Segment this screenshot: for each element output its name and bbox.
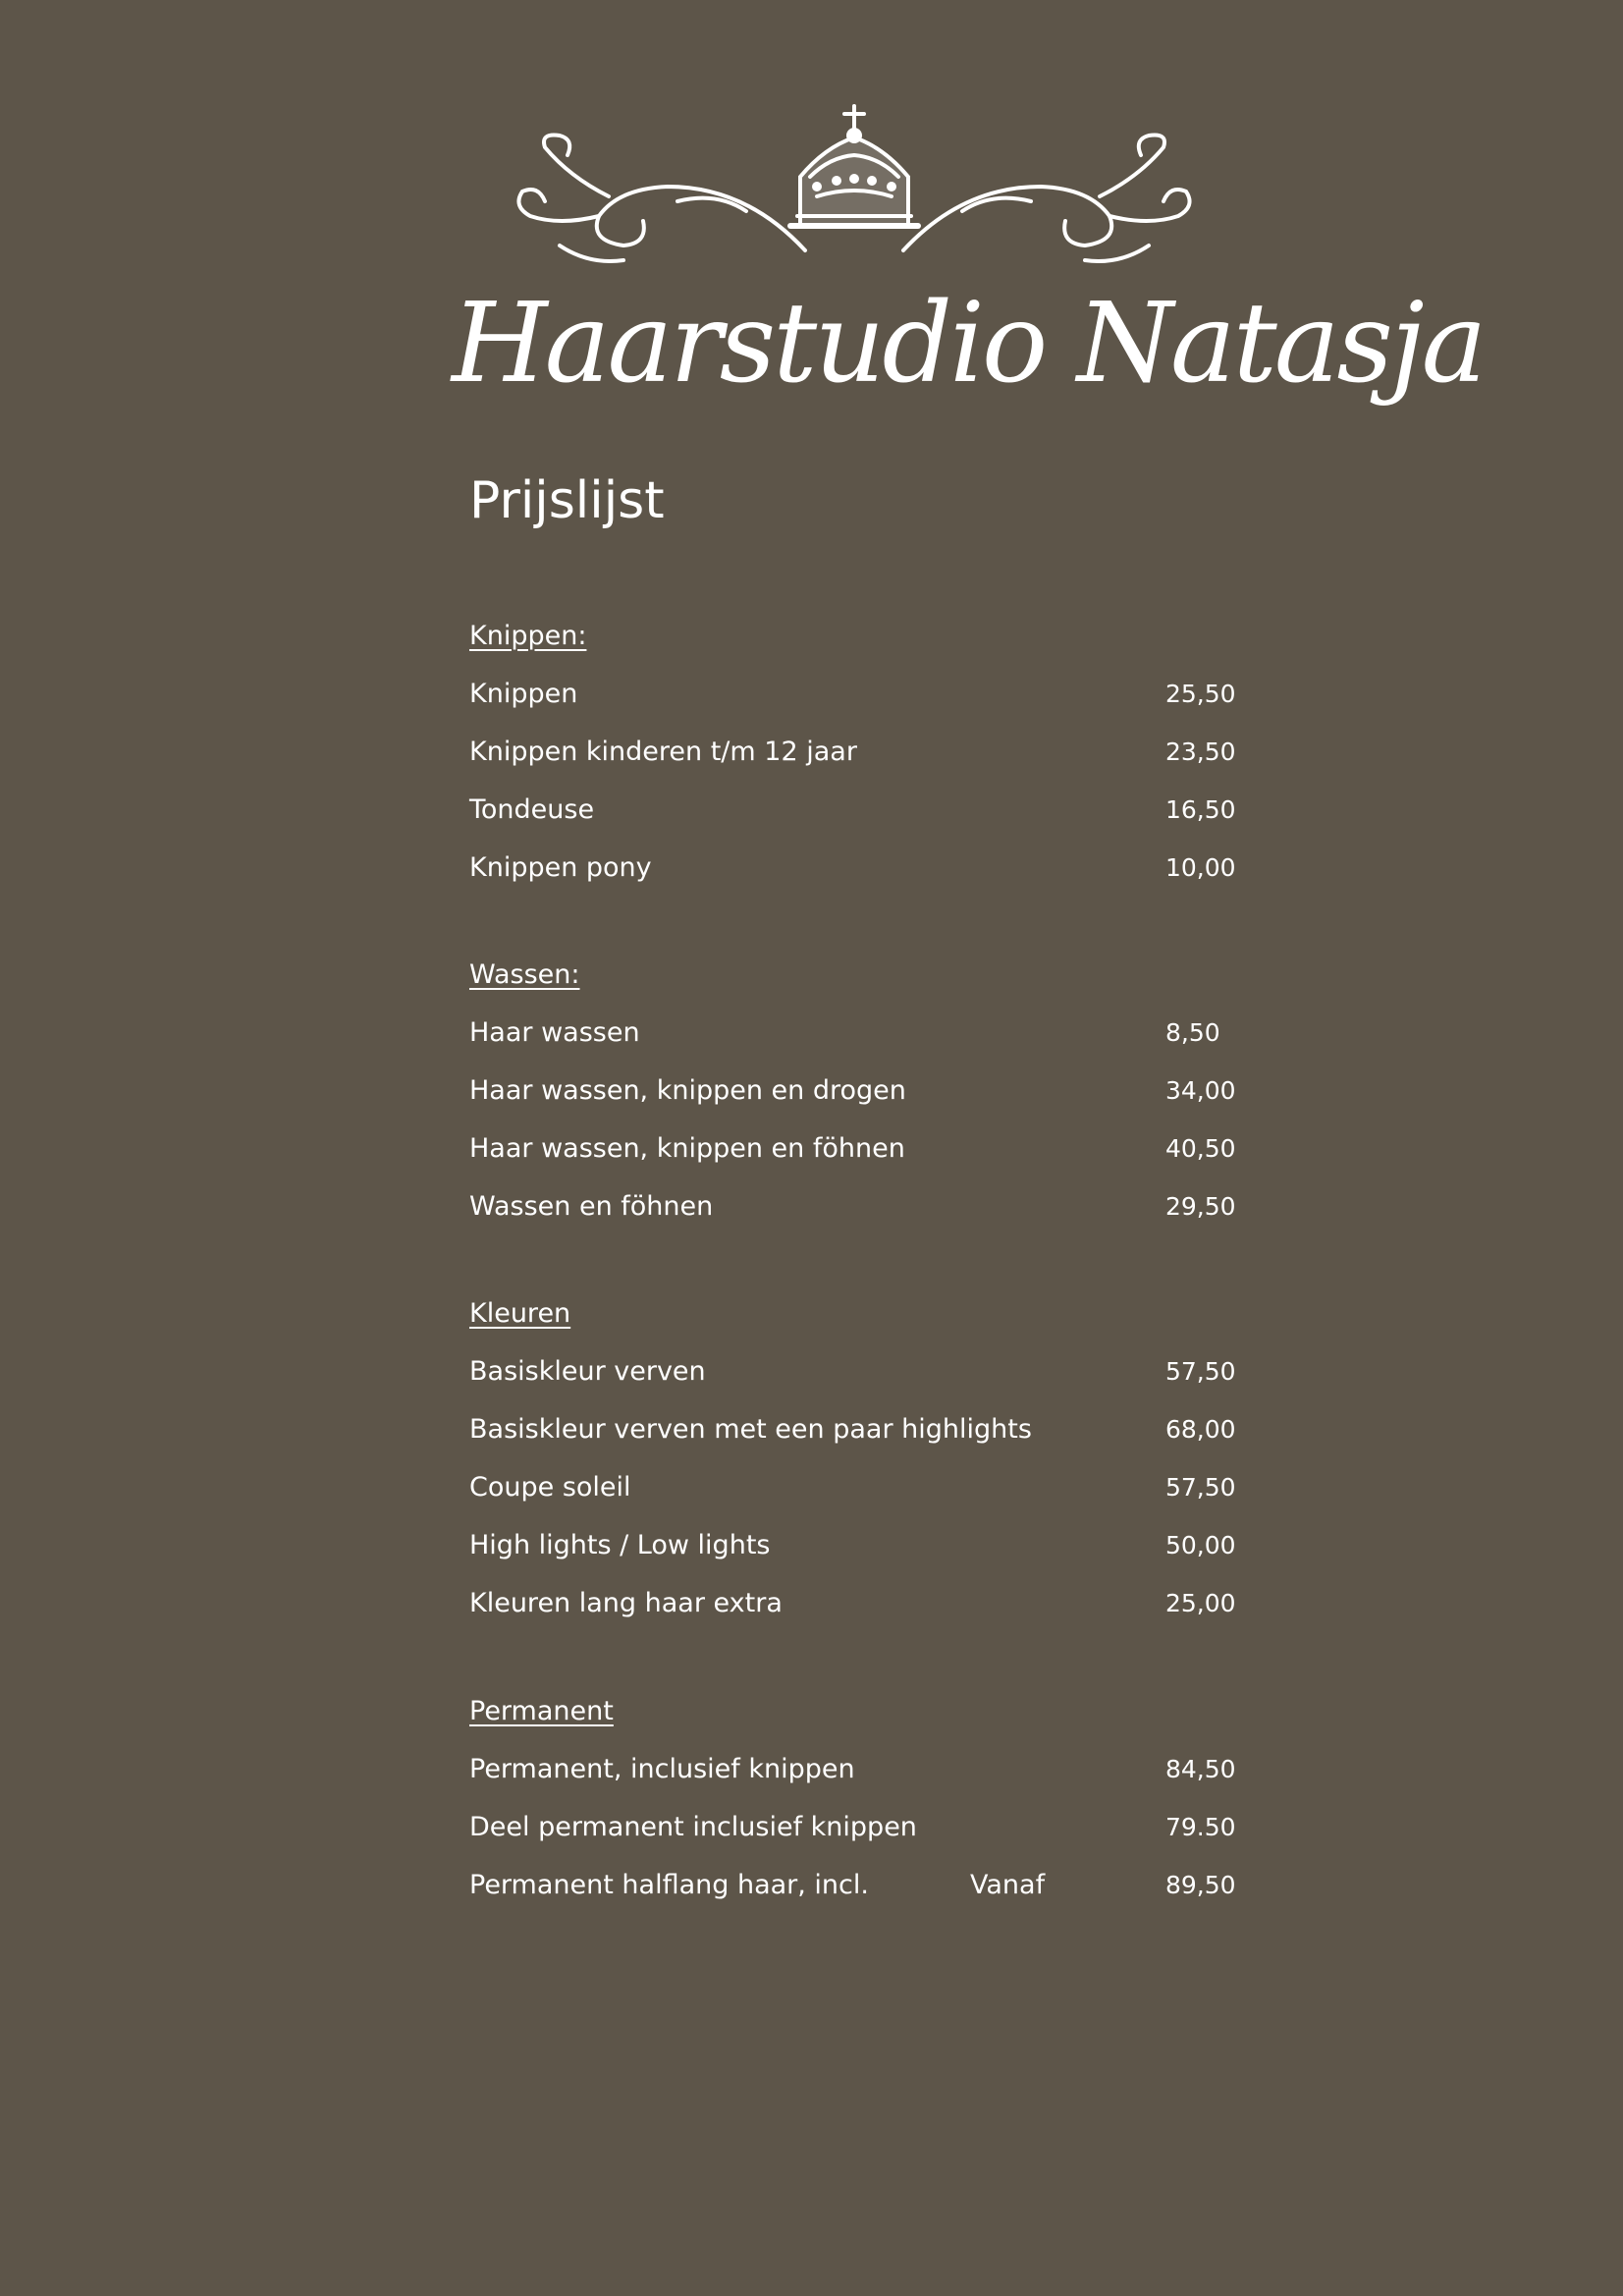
service-price: 25,00 bbox=[1165, 1589, 1236, 1617]
price-row bbox=[469, 1458, 1255, 1516]
service-price: 16,50 bbox=[1165, 795, 1236, 824]
service-price: 50,00 bbox=[1165, 1531, 1236, 1559]
service-price: 40,50 bbox=[1165, 1134, 1236, 1163]
service-label: Basiskleur verven met een paar highlights bbox=[469, 1414, 1032, 1445]
service-label: Deel permanent inclusief knippen bbox=[469, 1812, 917, 1842]
service-price: 84,50 bbox=[1165, 1755, 1236, 1783]
service-label: Wassen en föhnen bbox=[469, 1191, 714, 1222]
page-title: Prijslijst bbox=[469, 471, 665, 530]
service-price: 25,50 bbox=[1165, 680, 1236, 708]
price-row bbox=[469, 1004, 1255, 1062]
section-header: Wassen: bbox=[469, 959, 580, 990]
section-kleuren bbox=[469, 1285, 1255, 1632]
service-label: Haar wassen, knippen en föhnen bbox=[469, 1133, 905, 1164]
service-label: Knippen bbox=[469, 679, 578, 709]
price-row bbox=[469, 1856, 1255, 1914]
price-row bbox=[469, 1740, 1255, 1798]
service-label: Permanent halflang haar, incl. bbox=[469, 1870, 869, 1900]
service-label: High lights / Low lights bbox=[469, 1530, 771, 1560]
price-row bbox=[469, 1400, 1255, 1458]
crown-with-flourishes-icon bbox=[452, 79, 1257, 275]
service-label: Coupe soleil bbox=[469, 1472, 631, 1503]
service-price: 57,50 bbox=[1165, 1473, 1236, 1502]
price-row bbox=[469, 665, 1255, 723]
section-wassen bbox=[469, 946, 1255, 1235]
price-row bbox=[469, 1574, 1255, 1632]
service-label: Basiskleur verven bbox=[469, 1356, 706, 1387]
price-note: Vanaf bbox=[970, 1870, 1046, 1900]
service-price: 68,00 bbox=[1165, 1415, 1236, 1444]
service-label: Knippen kinderen t/m 12 jaar bbox=[469, 737, 857, 767]
service-price: 23,50 bbox=[1165, 738, 1236, 766]
service-price: 8,50 bbox=[1165, 1018, 1220, 1047]
service-price: 29,50 bbox=[1165, 1192, 1236, 1221]
service-label: Kleuren lang haar extra bbox=[469, 1588, 783, 1618]
section-header: Knippen: bbox=[469, 621, 587, 651]
brand-name: Haarstudio Natasja bbox=[452, 280, 1485, 408]
service-price: 57,50 bbox=[1165, 1357, 1236, 1386]
section-header: Permanent bbox=[469, 1696, 614, 1726]
logo bbox=[452, 79, 1485, 432]
service-label: Permanent, inclusief knippen bbox=[469, 1754, 855, 1784]
section-permanent bbox=[469, 1682, 1255, 1914]
price-row bbox=[469, 781, 1255, 839]
service-label: Knippen pony bbox=[469, 852, 652, 883]
service-price: 34,00 bbox=[1165, 1076, 1236, 1105]
service-label: Haar wassen, knippen en drogen bbox=[469, 1075, 906, 1106]
service-price: 10,00 bbox=[1165, 853, 1236, 882]
price-row bbox=[469, 839, 1255, 897]
service-price: 79.50 bbox=[1165, 1813, 1236, 1841]
section-header: Kleuren bbox=[469, 1298, 571, 1329]
service-label: Haar wassen bbox=[469, 1017, 640, 1048]
service-label: Tondeuse bbox=[469, 794, 595, 825]
price-row bbox=[469, 1177, 1255, 1235]
price-row bbox=[469, 723, 1255, 781]
price-row bbox=[469, 1120, 1255, 1177]
price-row bbox=[469, 1342, 1255, 1400]
price-list bbox=[469, 462, 1255, 1900]
price-row bbox=[469, 1516, 1255, 1574]
price-row bbox=[469, 1798, 1255, 1856]
service-price: 89,50 bbox=[1165, 1871, 1236, 1899]
section-knippen bbox=[469, 607, 1255, 897]
price-row bbox=[469, 1062, 1255, 1120]
